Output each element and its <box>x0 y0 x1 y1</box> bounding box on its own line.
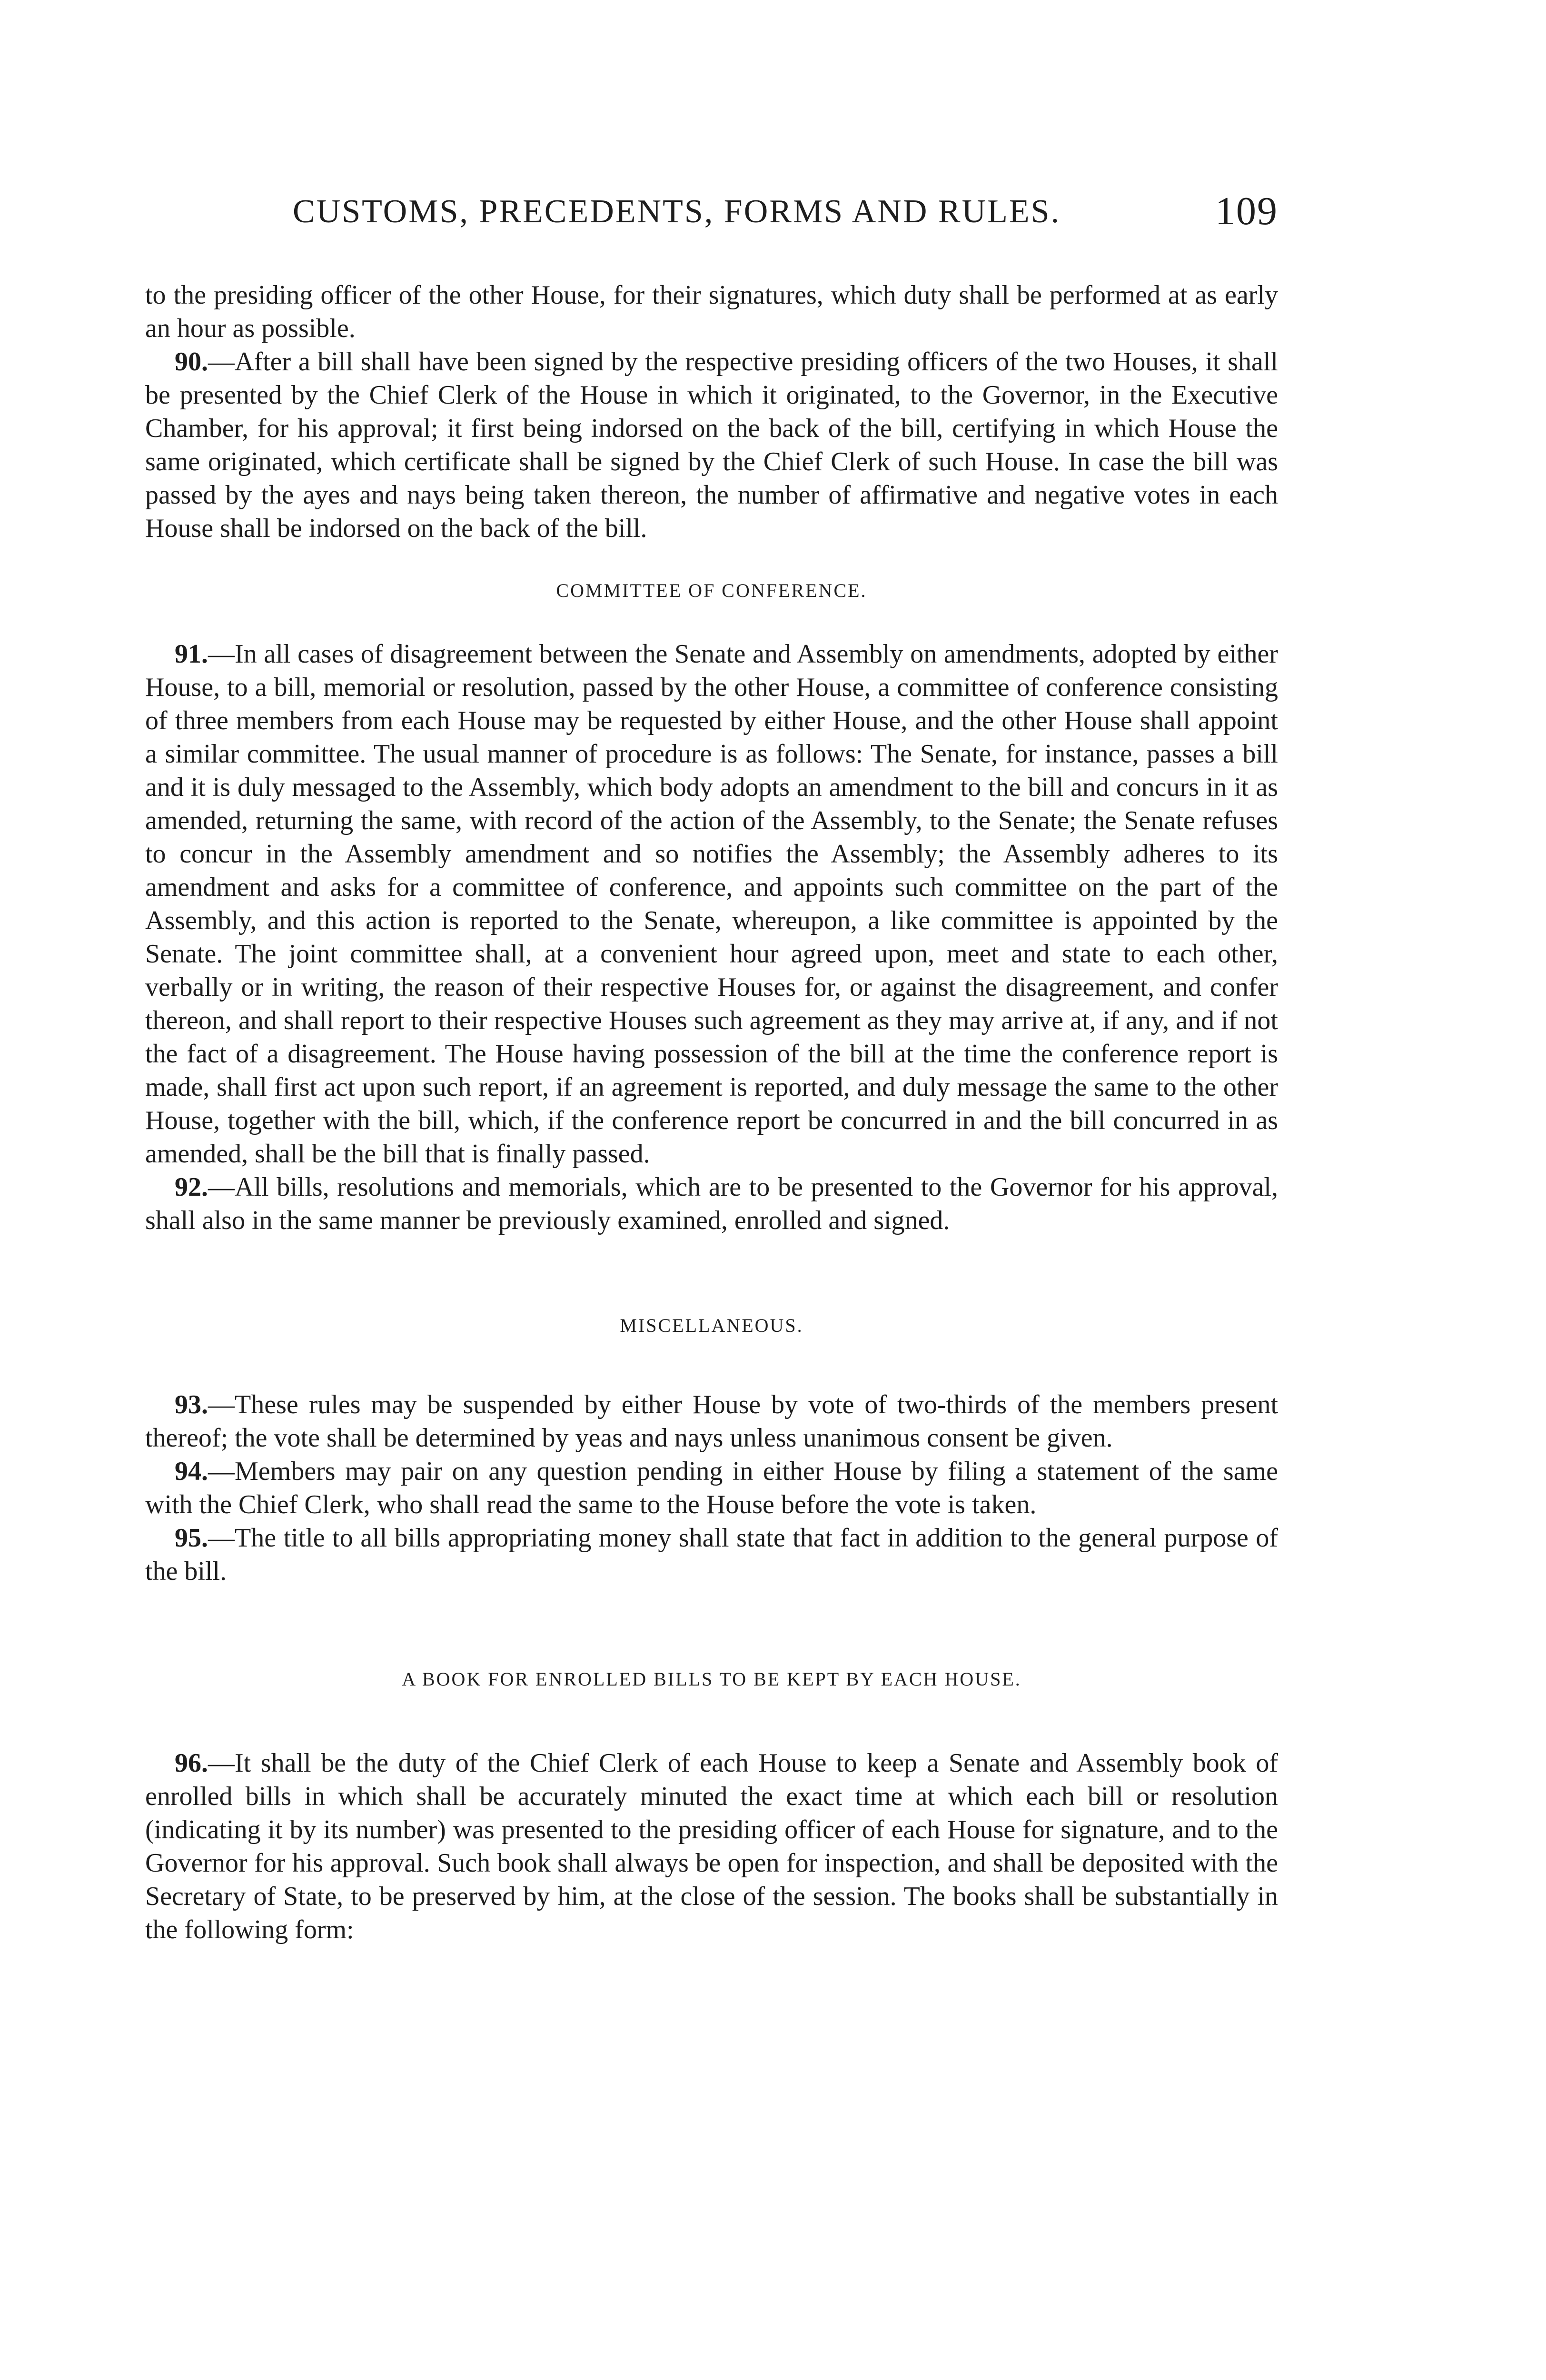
rule-number: 92. <box>175 1172 208 1202</box>
rule-92 <box>145 1170 1278 1237</box>
page-number: 109 <box>1215 189 1278 233</box>
rule-90 <box>145 345 1278 545</box>
rule-number: 91. <box>175 639 208 669</box>
rule-number: 95. <box>175 1523 208 1553</box>
rule-number: 90. <box>175 347 208 377</box>
rule-text: —It shall be the duty of the Chief Clerk of each House to keep a Senate and Assembly book of enrolled bills in which shall be accurately minuted the exact time at which each bill or resolution (indicating it by its number) was presented to the presiding officer of each House for signature, and to the Governor for his approval. Such book shall always be open for inspection, and shall be deposited with the Secretary of State, to be preserved by him, at the close of the session. The books shall be substantially in the following form: <box>145 1748 1278 1944</box>
rule-number: 96. <box>175 1748 208 1778</box>
section-heading-miscellaneous: MISCELLANEOUS. <box>620 1315 803 1336</box>
rule-text: —After a bill shall have been signed by the respective presiding officers of the two Houses, it shall be presented by the Chief Clerk of the House in which it originated, to the Governor, in the Executive Chamber, for his approval; it first being indorsed on the back of the bill, certifying in which House the same originated, which certificate shall be signed by the Chief Clerk of such House. In case the bill was passed by the ayes and nays being taken thereon, the number of affirmative and negative votes in each House shall be indorsed on the back of the bill. <box>145 347 1278 543</box>
rule-93 <box>145 1388 1278 1455</box>
rule-text: —All bills, resolutions and memorials, which are to be presented to the Governor for his approval, shall also in the same manner be previously examined, enrolled and signed. <box>145 1172 1278 1235</box>
rule-text: —These rules may be suspended by either House by vote of two-thirds of the members present thereof; the vote shall be determined by yeas and nays unless unanimous consent be given. <box>145 1390 1278 1453</box>
rule-94 <box>145 1455 1278 1521</box>
running-title: CUSTOMS, PRECEDENTS, FORMS AND RULES. <box>293 193 1061 230</box>
section-heading-committee: COMMITTEE OF CONFERENCE. <box>556 580 867 601</box>
rule-text: —In all cases of disagreement between the Senate and Assembly on amendments, adopted by either House, to a bill, memorial or resolution, passed by the other House, a committee of conference consisting of three members from each House may be requested by either House, and the other House shall appoint a similar committee. The usual manner of procedure is as follows: The Senate, for instance, passes a bill and it is duly messaged to the Assembly, which body adopts an amendment to the bill and concurs in it as amended, returning the same, with record of the action of the Assembly, to the Senate; the Senate refuses to concur in the Assembly amendment and so notifies the Assembly; the Assembly adheres to its amendment and asks for a committee of conference, and appoints such committee on the part of the Assembly, and this action is reported to the Senate, whereupon, a like committee is appointed by the Senate. The joint committee shall, at a convenient hour agreed upon, meet and state to each other, verbally or in writing, the reason of their respective Houses for, or against the disagreement, and confer thereon, and shall report to their respective Houses such agreement as they may arrive at, if any, and if not the fact of a disagreement. The House having possession of the bill at the time the conference report is made, shall first act upon such report, if an agreement is reported, and duly message the same to the other House, together with the bill, which, if the conference report be concurred in and the bill concurred in as amended, shall be the bill that is finally passed. <box>145 639 1278 1169</box>
rule-number: 93. <box>175 1390 208 1419</box>
body-text <box>145 278 1278 1946</box>
paragraph-text: to the presiding officer of the other House, for their signatures, which duty shall be performed at as early an hour as possible. <box>145 280 1278 343</box>
rule-96 <box>145 1746 1278 1946</box>
running-head <box>145 188 1278 245</box>
rule-number: 94. <box>175 1457 208 1486</box>
paragraph-continuation <box>145 278 1278 345</box>
section-heading-enrolled-bills-book: A BOOK FOR ENROLLED BILLS TO BE KEPT BY EACH HOUSE. <box>402 1668 1021 1690</box>
rule-text: —The title to all bills appropriating money shall state that fact in addition to the general purpose of the bill. <box>145 1523 1278 1586</box>
rule-text: —Members may pair on any question pending in either House by filing a statement of the same with the Chief Clerk, who shall read the same to the House before the vote is taken. <box>145 1457 1278 1519</box>
rule-95 <box>145 1521 1278 1588</box>
rule-91 <box>145 637 1278 1170</box>
